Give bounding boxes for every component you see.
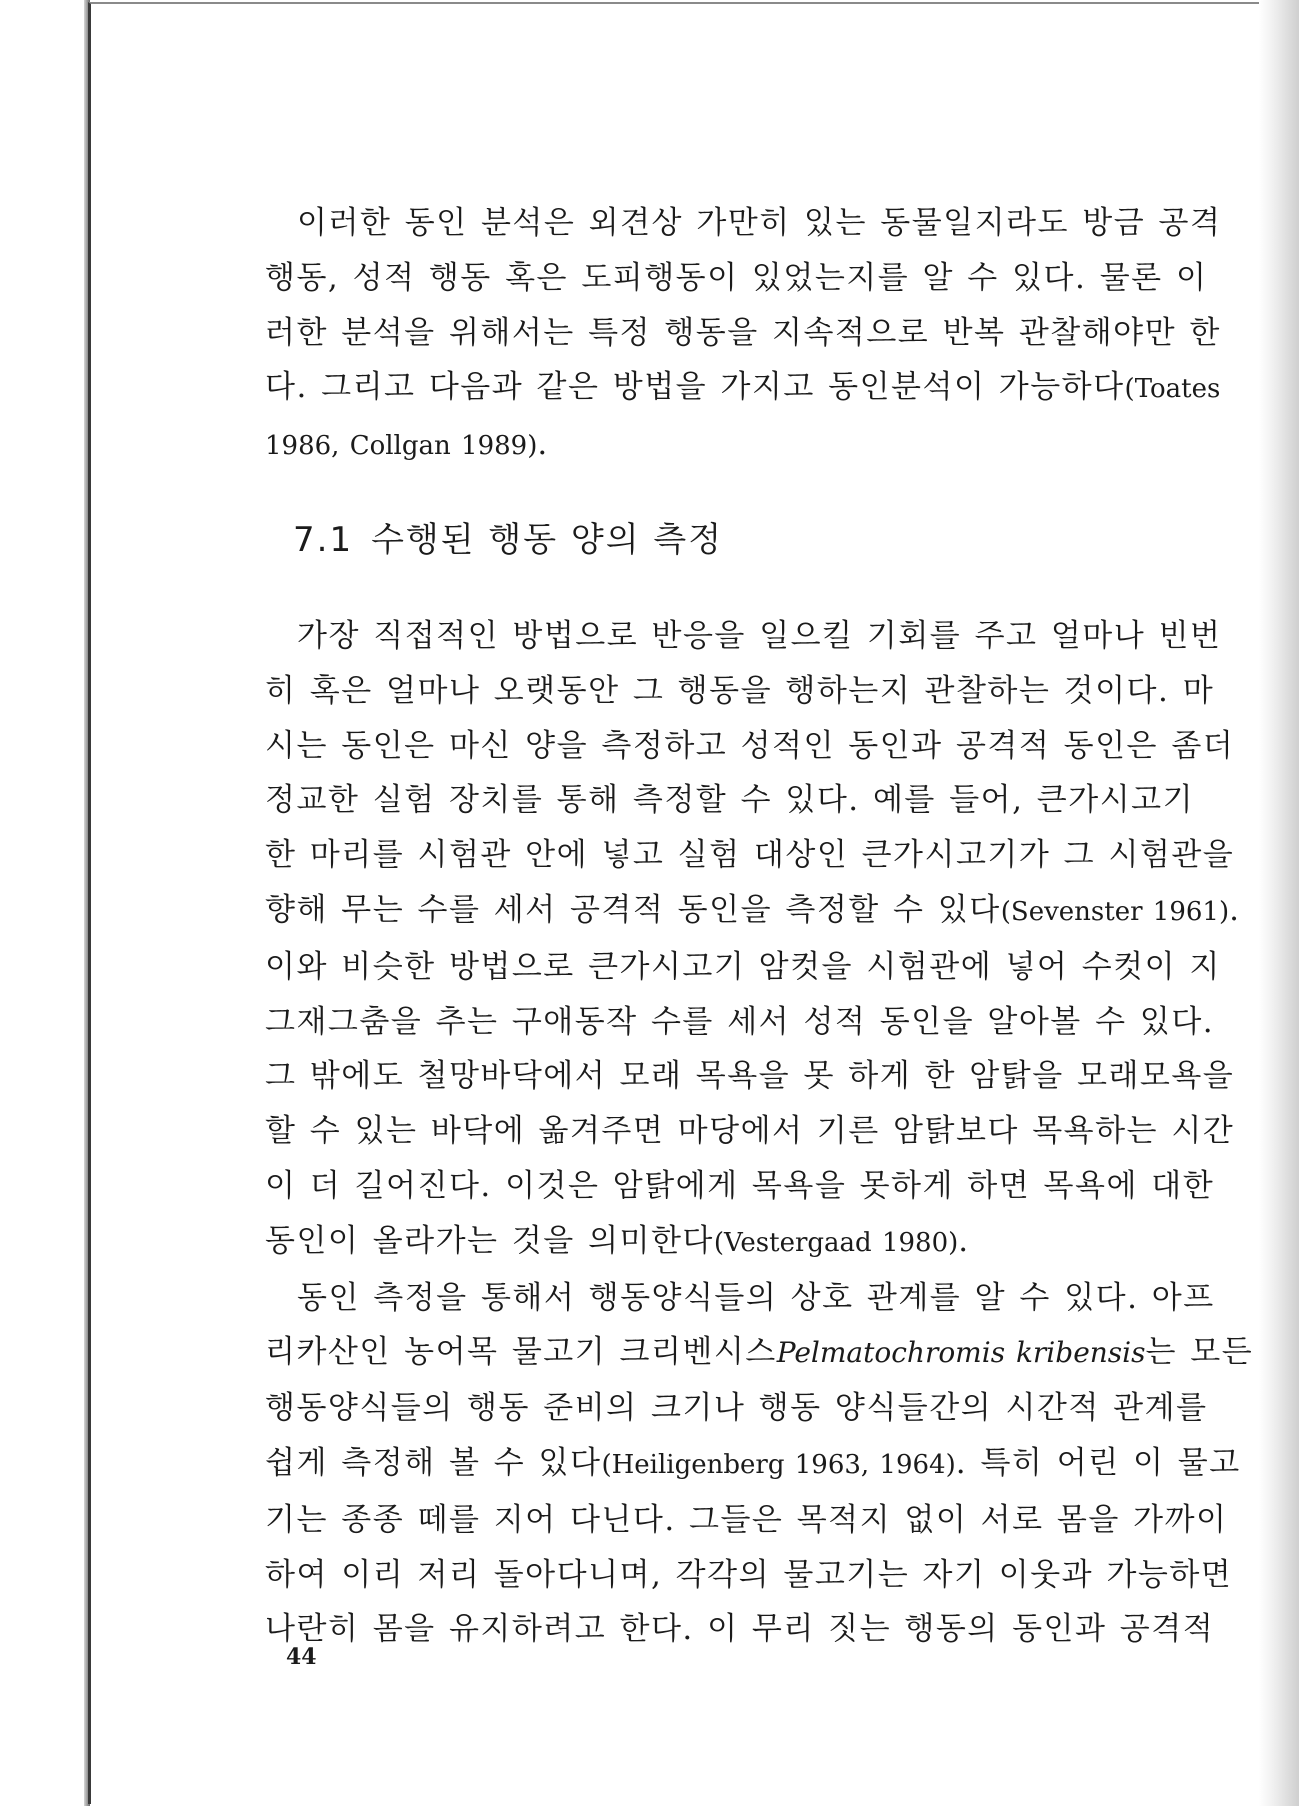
text-line: 이 더 길어진다. 이것은 암탉에게 목욕을 못하게 하면 목욕에 대한 (265, 1167, 1215, 1204)
text-run: 는 모든 (1145, 1334, 1254, 1371)
text-run: 쉽게 측정해 볼 수 있다 (265, 1444, 602, 1481)
section-number: 7.1 (293, 519, 354, 560)
text-run: 리카산인 농어목 물고기 크리벤시스 (265, 1334, 777, 1371)
text-line (265, 1214, 1170, 1271)
paragraph-3 (265, 1271, 1254, 1658)
paragraph-1 (265, 196, 1222, 474)
text-line: 러한 분석을 위해서는 특정 행동을 지속적으로 반복 관찰해야만 한 (265, 314, 1221, 351)
section-heading (293, 512, 1170, 561)
citation: (Toates (1124, 374, 1221, 405)
text-line: 행동양식들의 행동 준비의 크기나 행동 양식들간의 시간적 관계를 (265, 1390, 1208, 1427)
page-content (265, 196, 1254, 1657)
citation: (Sevenster 1961) (1000, 896, 1230, 927)
text-run: 향해 무는 수를 세서 공격적 동인을 측정할 수 있다 (265, 891, 1001, 928)
text-line: 동인 측정을 통해서 행동양식들의 상호 관계를 알 수 있다. 아프 (297, 1279, 1215, 1316)
citation: 1986, Collgan 1989) (265, 431, 538, 462)
scientific-name: Pelmatochromis kribensis (776, 1336, 1146, 1370)
text-line: 그 밖에도 철망바닥에서 모래 목욕을 못 하게 한 암탉을 모래모욕을 (265, 1058, 1235, 1095)
text-line (265, 1436, 1241, 1493)
text-line: 시는 동인은 마신 양을 측정하고 성적인 동인과 공격적 동인은 좀더 (265, 727, 1235, 764)
text-run: . (958, 1222, 970, 1259)
text-line (265, 1325, 1254, 1381)
text-line: 히 혹은 얼마나 오랫동안 그 행동을 행하는지 관찰하는 것이다. 마 (265, 672, 1215, 709)
text-line: 할 수 있는 바닥에 옮겨주면 마당에서 기른 암탉보다 목욕하는 시간 (265, 1113, 1235, 1150)
text-line: 이러한 동인 분석은 외견상 가만히 있는 동물일지라도 방금 공격 (297, 205, 1222, 241)
text-line (265, 883, 1241, 940)
text-run: 동인이 올라가는 것을 의미한다 (265, 1222, 714, 1259)
text-line (265, 360, 1221, 417)
text-line: 한 마리를 시험관 안에 넣고 실험 대상인 큰가시고기가 그 시험관을 (265, 837, 1235, 874)
page-number: 44 (286, 1644, 317, 1670)
text-run: 다. 그리고 다음과 같은 방법을 가지고 동인분석이 가능하다 (265, 369, 1125, 406)
text-run: . 특히 어린 이 물고 (955, 1444, 1241, 1481)
text-line: 나란히 몸을 유지하려고 한다. 이 무리 짓는 행동의 동인과 공격적 (265, 1611, 1215, 1648)
text-line: 정교한 실험 장치를 통해 측정할 수 있다. 예를 들어, 큰가시고기 (265, 782, 1195, 819)
text-line: 하여 이리 저리 돌아다니며, 각각의 물고기는 자기 이웃과 가능하면 (265, 1556, 1233, 1593)
section-title: 수행된 행동 양의 측정 (371, 519, 724, 560)
page-edge-right (1259, 0, 1299, 1806)
text-run: . (1229, 891, 1241, 928)
text-line: 가장 직접적인 방법으로 반응을 일으킬 기회를 주고 얼마나 빈번 (297, 617, 1222, 654)
text-line: 그재그춤을 추는 구애동작 수를 세서 성적 동인을 알아볼 수 있다. (265, 1003, 1215, 1040)
text-line (265, 417, 1170, 474)
text-line: 행동, 성적 행동 혹은 도피행동이 있었는지를 알 수 있다. 물론 이 (265, 259, 1208, 296)
citation: (Heiligenberg 1963, 1964) (601, 1449, 956, 1480)
text-line: 이와 비슷한 방법으로 큰가시고기 암컷을 시험관에 넣어 수컷이 지 (265, 948, 1221, 985)
citation: (Vestergaad 1980) (713, 1227, 959, 1258)
text-run: . (537, 426, 549, 463)
paragraph-2 (265, 609, 1241, 1271)
text-line: 기는 종종 떼를 지어 다닌다. 그들은 목적지 없이 서로 몸을 가까이 (265, 1501, 1228, 1538)
